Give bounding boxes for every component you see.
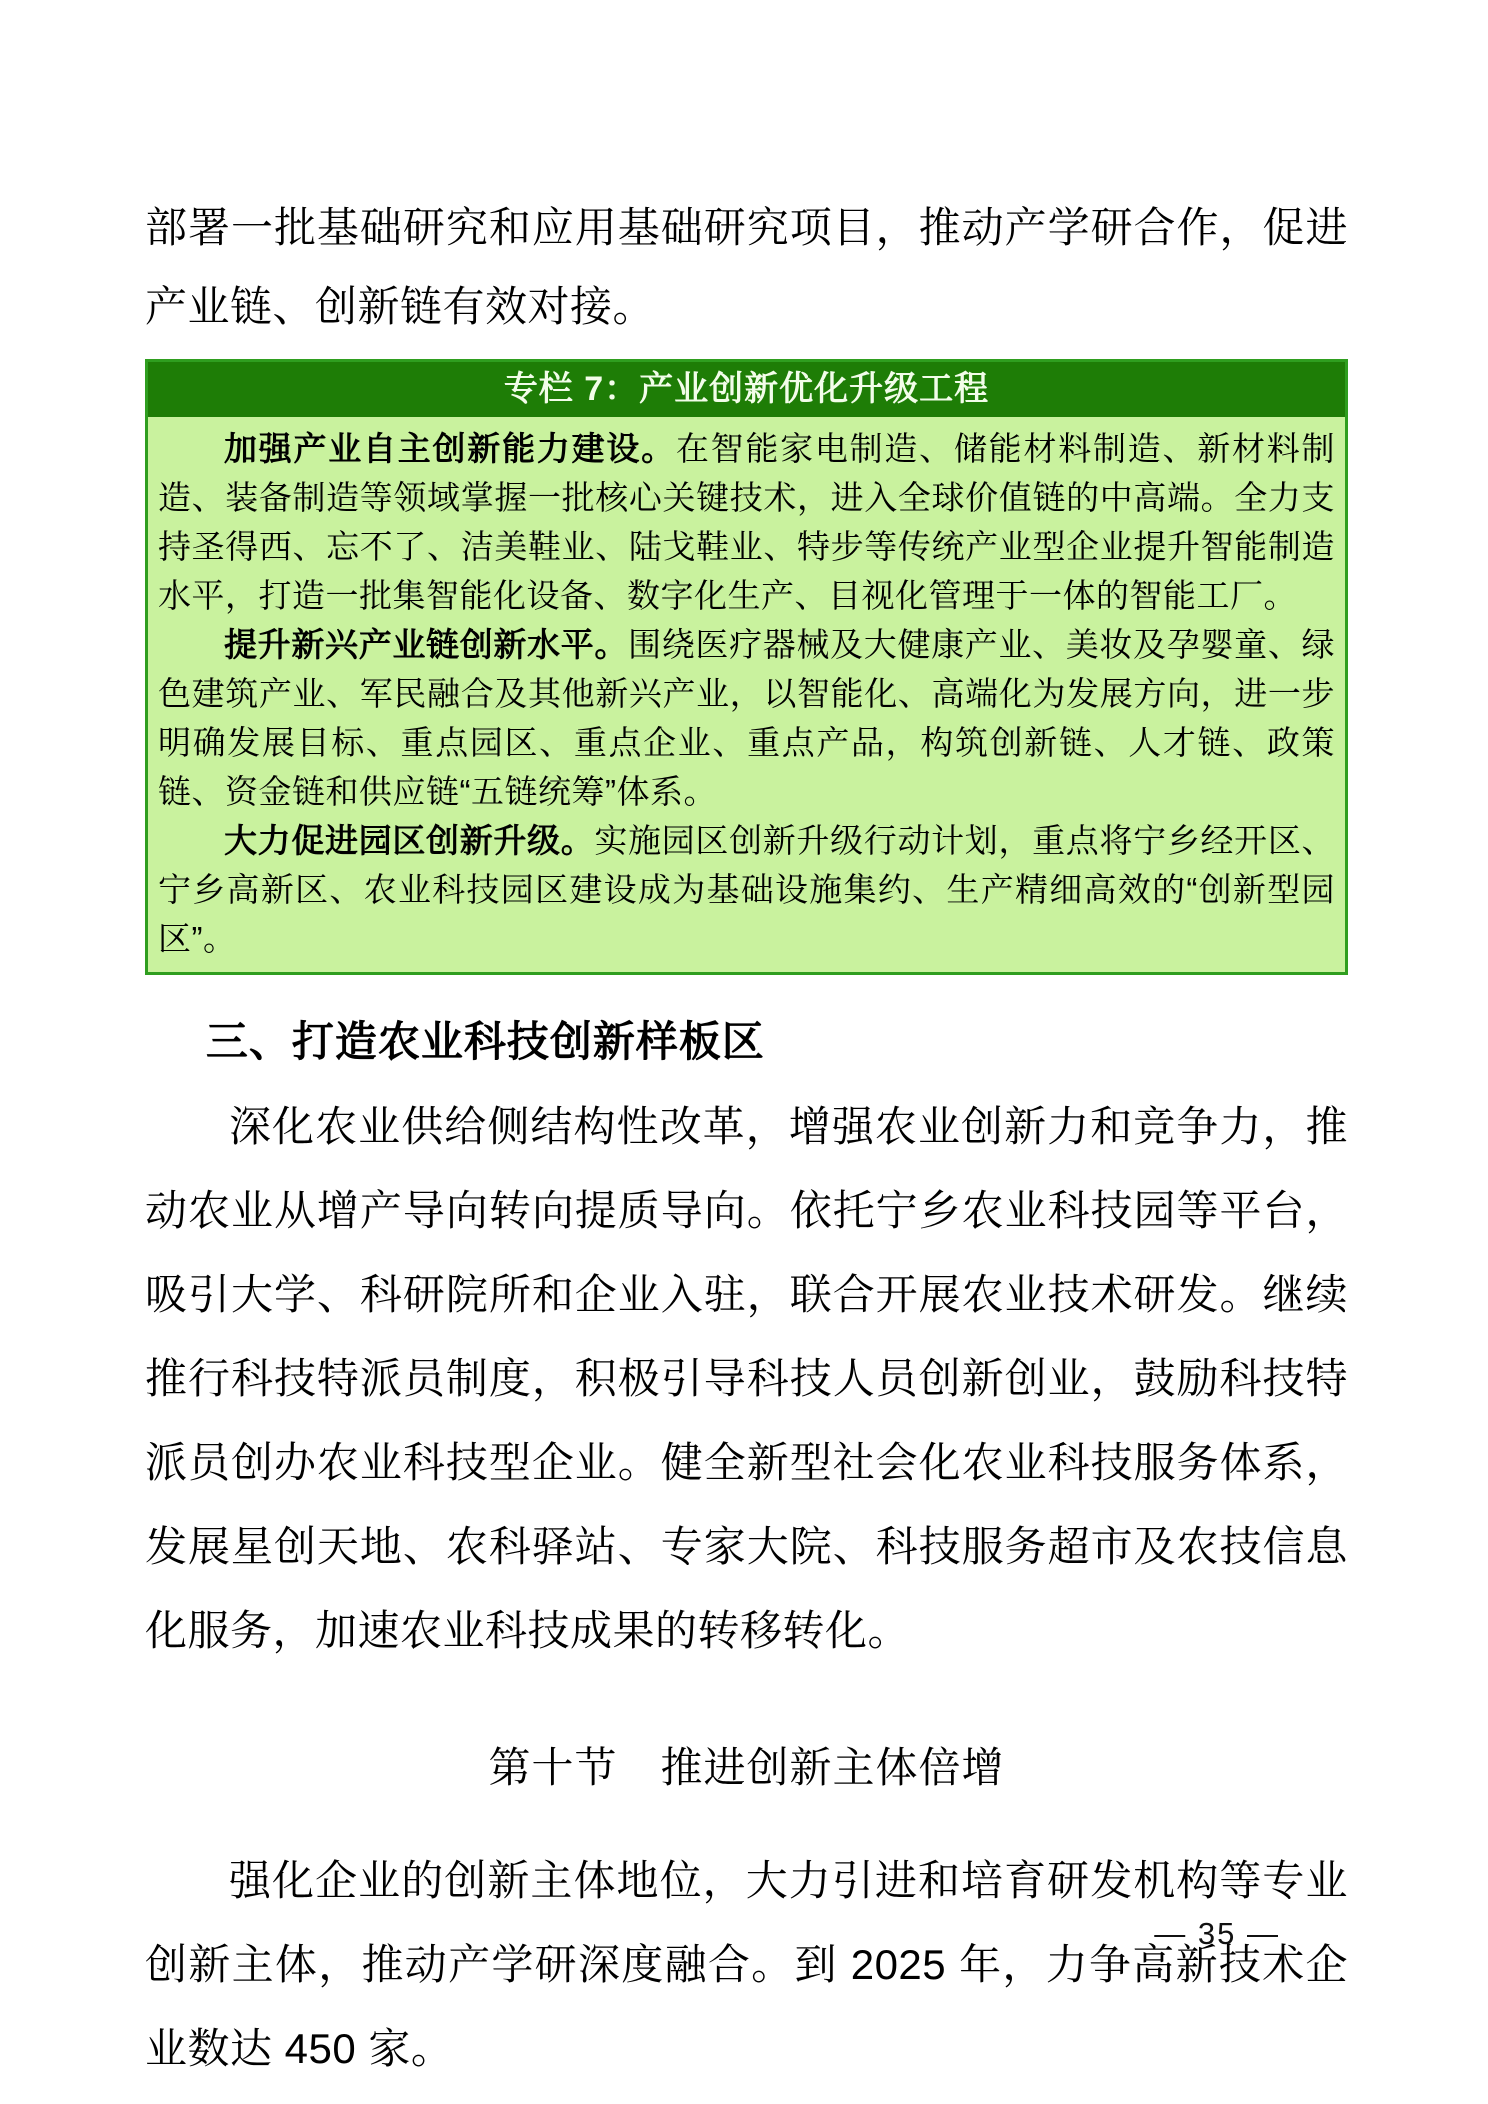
section-ten-paragraph: 强化企业的创新主体地位，大力引进和培育研发机构等专业创新主体，推动产学研深度融合。到 2025 年，力争高新技术企业数达 450 家。 [145,1857,1348,2072]
box-paragraph-2-lead: 提升新兴产业链创新水平。 [224,626,629,663]
box-paragraph-2 [158,620,1335,816]
box-paragraph-3-lead: 大力促进园区创新升级。 [224,822,595,859]
page-content [145,188,1348,2091]
intro-paragraph: 部署一批基础研究和应用基础研究项目，推动产学研合作，促进产业链、创新链有效对接。 [145,204,1348,330]
heading-section-ten: 第十节 推进创新主体倍增 [488,1744,1005,1791]
box-paragraph-2-text: 围绕医疗器械及大健康产业、美妆及孕婴童、绿色建筑产业、军民融合及其他新兴产业，以智能化、高端化为发展方向，进一步明确发展目标、重点园区、重点企业、重点产品，构筑创新链、人才链、政策链、资金链和供应链“五链统筹”体系。 [158,626,1335,810]
feature-box-title: 专栏 7：产业创新优化升级工程 [148,362,1345,417]
box-paragraph-1 [158,424,1335,620]
box-paragraph-3 [158,816,1335,963]
feature-box-body [148,417,1345,972]
heading-section-three: 三、打造农业科技创新样板区 [205,1018,765,1065]
section-three-paragraph: 深化农业供给侧结构性改革，增强农业创新力和竞争力，推动农业从增产导向转向提质导向。依托宁乡农业科技园等平台，吸引大学、科研院所和企业入驻，联合开展农业技术研发。继续推行科技特派员制度，积极引导科技人员创新创业，鼓励科技特派员创办农业科技型企业。健全新型社会化农业科技服务体系，发展星创天地、农科驿站、专家大院、科技服务超市及农技信息化服务，加速农业科技成果的转移转化。 [145,1103,1348,1654]
page-number: — 35 — [1154,1916,1280,1951]
box-paragraph-1-lead: 加强产业自主创新能力建设。 [224,430,676,467]
box-paragraph-3-text: 实施园区创新升级行动计划，重点将宁乡经开区、宁乡高新区、农业科技园区建设成为基础设施集约、生产精细高效的“创新型园区”。 [158,822,1335,957]
feature-box [145,359,1348,975]
box-paragraph-1-text: 在智能家电制造、储能材料制造、新材料制造、装备制造等领域掌握一批核心关键技术，进入全球价值链的中高端。全力支持圣得西、忘不了、洁美鞋业、陆戈鞋业、特步等传统产业型企业提升智能制造水平，打造一批集智能化设备、数字化生产、目视化管理于一体的智能工厂。 [158,430,1336,614]
